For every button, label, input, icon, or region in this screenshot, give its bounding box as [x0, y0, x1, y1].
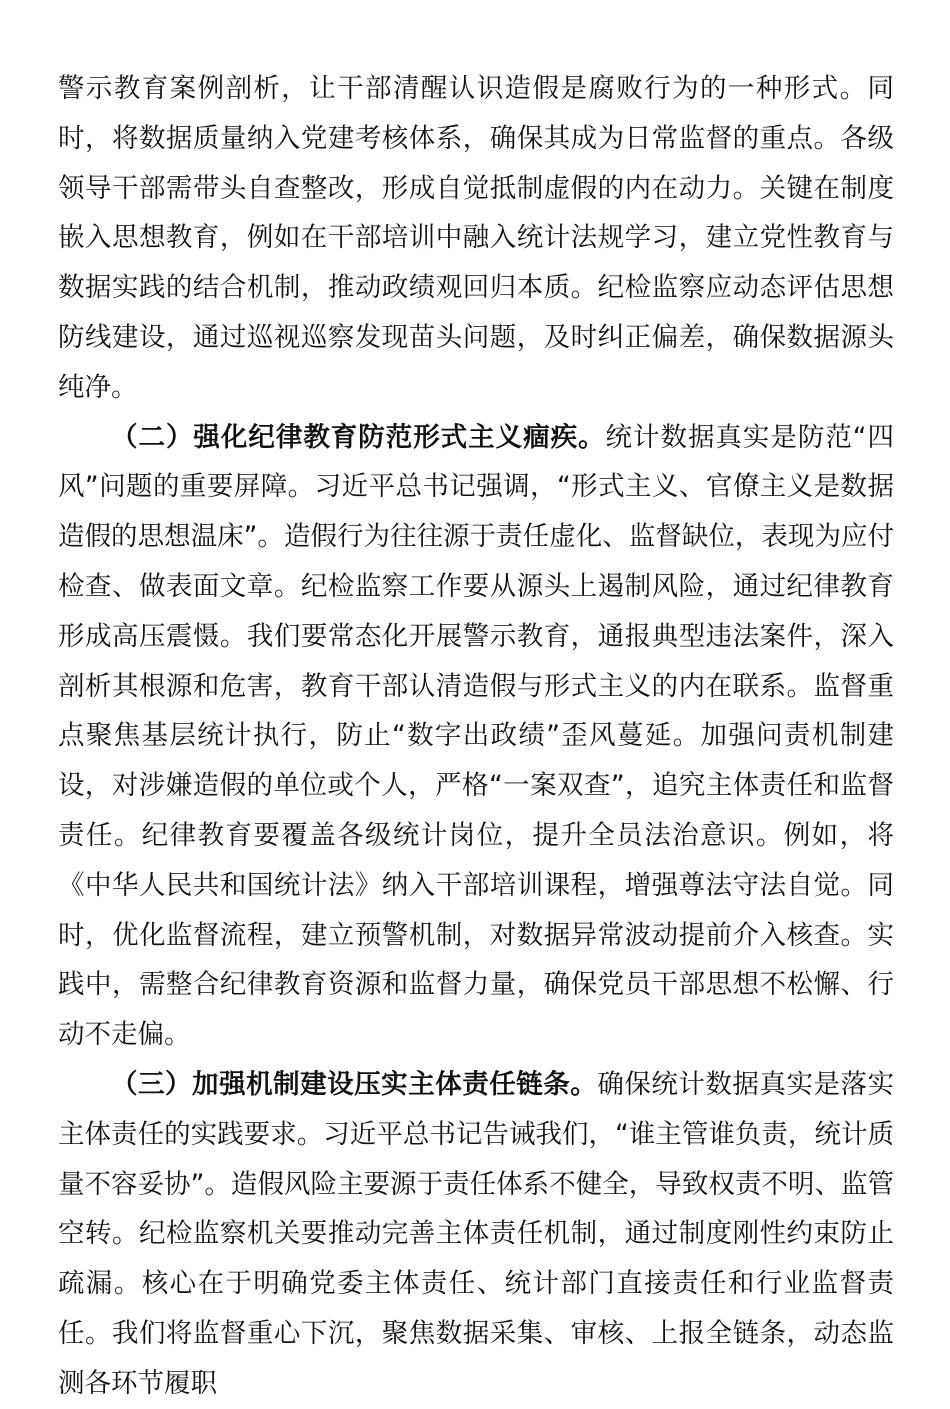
- paragraph-section-3: [58, 1060, 894, 1409]
- paragraph-body: 确保统计数据真实是落实主体责任的实践要求。习近平总书记告诫我们，“谁主管谁负责，统计质量不容妥协”。造假风险主要源于责任体系不健全，导致权责不明、监管空转。纪检监察机关要推动完善主体责任机制，通过制度刚性约束防止疏漏。核心在于明确党委主体责任、统计部门直接责任和行业监督责任。我们将监督重心下沉，聚焦数据采集、审核、上报全链条，动态监测各环节履职: [58, 1068, 895, 1399]
- section-heading: （三）加强机制建设压实主体责任链条。: [111, 1068, 598, 1100]
- paragraph-body: 警示教育案例剖析，让干部清醒认识造假是腐败行为的一种形式。同时，将数据质量纳入党建考核体系，确保其成为日常监督的重点。各级领导干部需带头自查整改，形成自觉抵制虚假的内在动力。关键在制度嵌入思想教育，例如在干部培训中融入统计法规学习，建立党性教育与数据实践的结合机制，推动政绩观回归本质。纪检监察应动态评估思想防线建设，通过巡视巡察发现苗头问题，及时纠正偏差，确保数据源头纯净。: [58, 73, 894, 403]
- paragraph-body: 统计数据真实是防范“四风”问题的重要屏障。习近平总书记强调，“形式主义、官僚主义是数据造假的思想温床”。造假行为往往源于责任虚化、监督缺位，表现为应付检查、做表面文章。纪检监察工作要从源头上遏制风险，通过纪律教育形成高压震慑。我们要常态化开展警示教育，通报典型违法案件，深入剖析其根源和危害，教育干部认清造假与形式主义的内在联系。监督重点聚焦基层统计执行，防止“数字出政绩”歪风蔓延。加强问责机制建设，对涉嫌造假的单位或个人，严格“一案双查”，追究主体责任和监督责任。纪律教育要覆盖各级统计岗位，提升全员法治意识。例如，将《中华人民共和国统计法》纳入干部培训课程，增强尊法守法自觉。同时，优化监督流程，建立预警机制，对数据异常波动提前介入核查。实践中，需整合纪律教育资源和监督力量，确保党员干部思想不松懈、行动不走偏。: [58, 421, 894, 1051]
- paragraph-section-2: [58, 413, 894, 1060]
- paragraph-continuation: [58, 64, 894, 413]
- document-page: [58, 64, 894, 1409]
- section-heading: （二）强化纪律教育防范形式主义痼疾。: [111, 421, 606, 453]
